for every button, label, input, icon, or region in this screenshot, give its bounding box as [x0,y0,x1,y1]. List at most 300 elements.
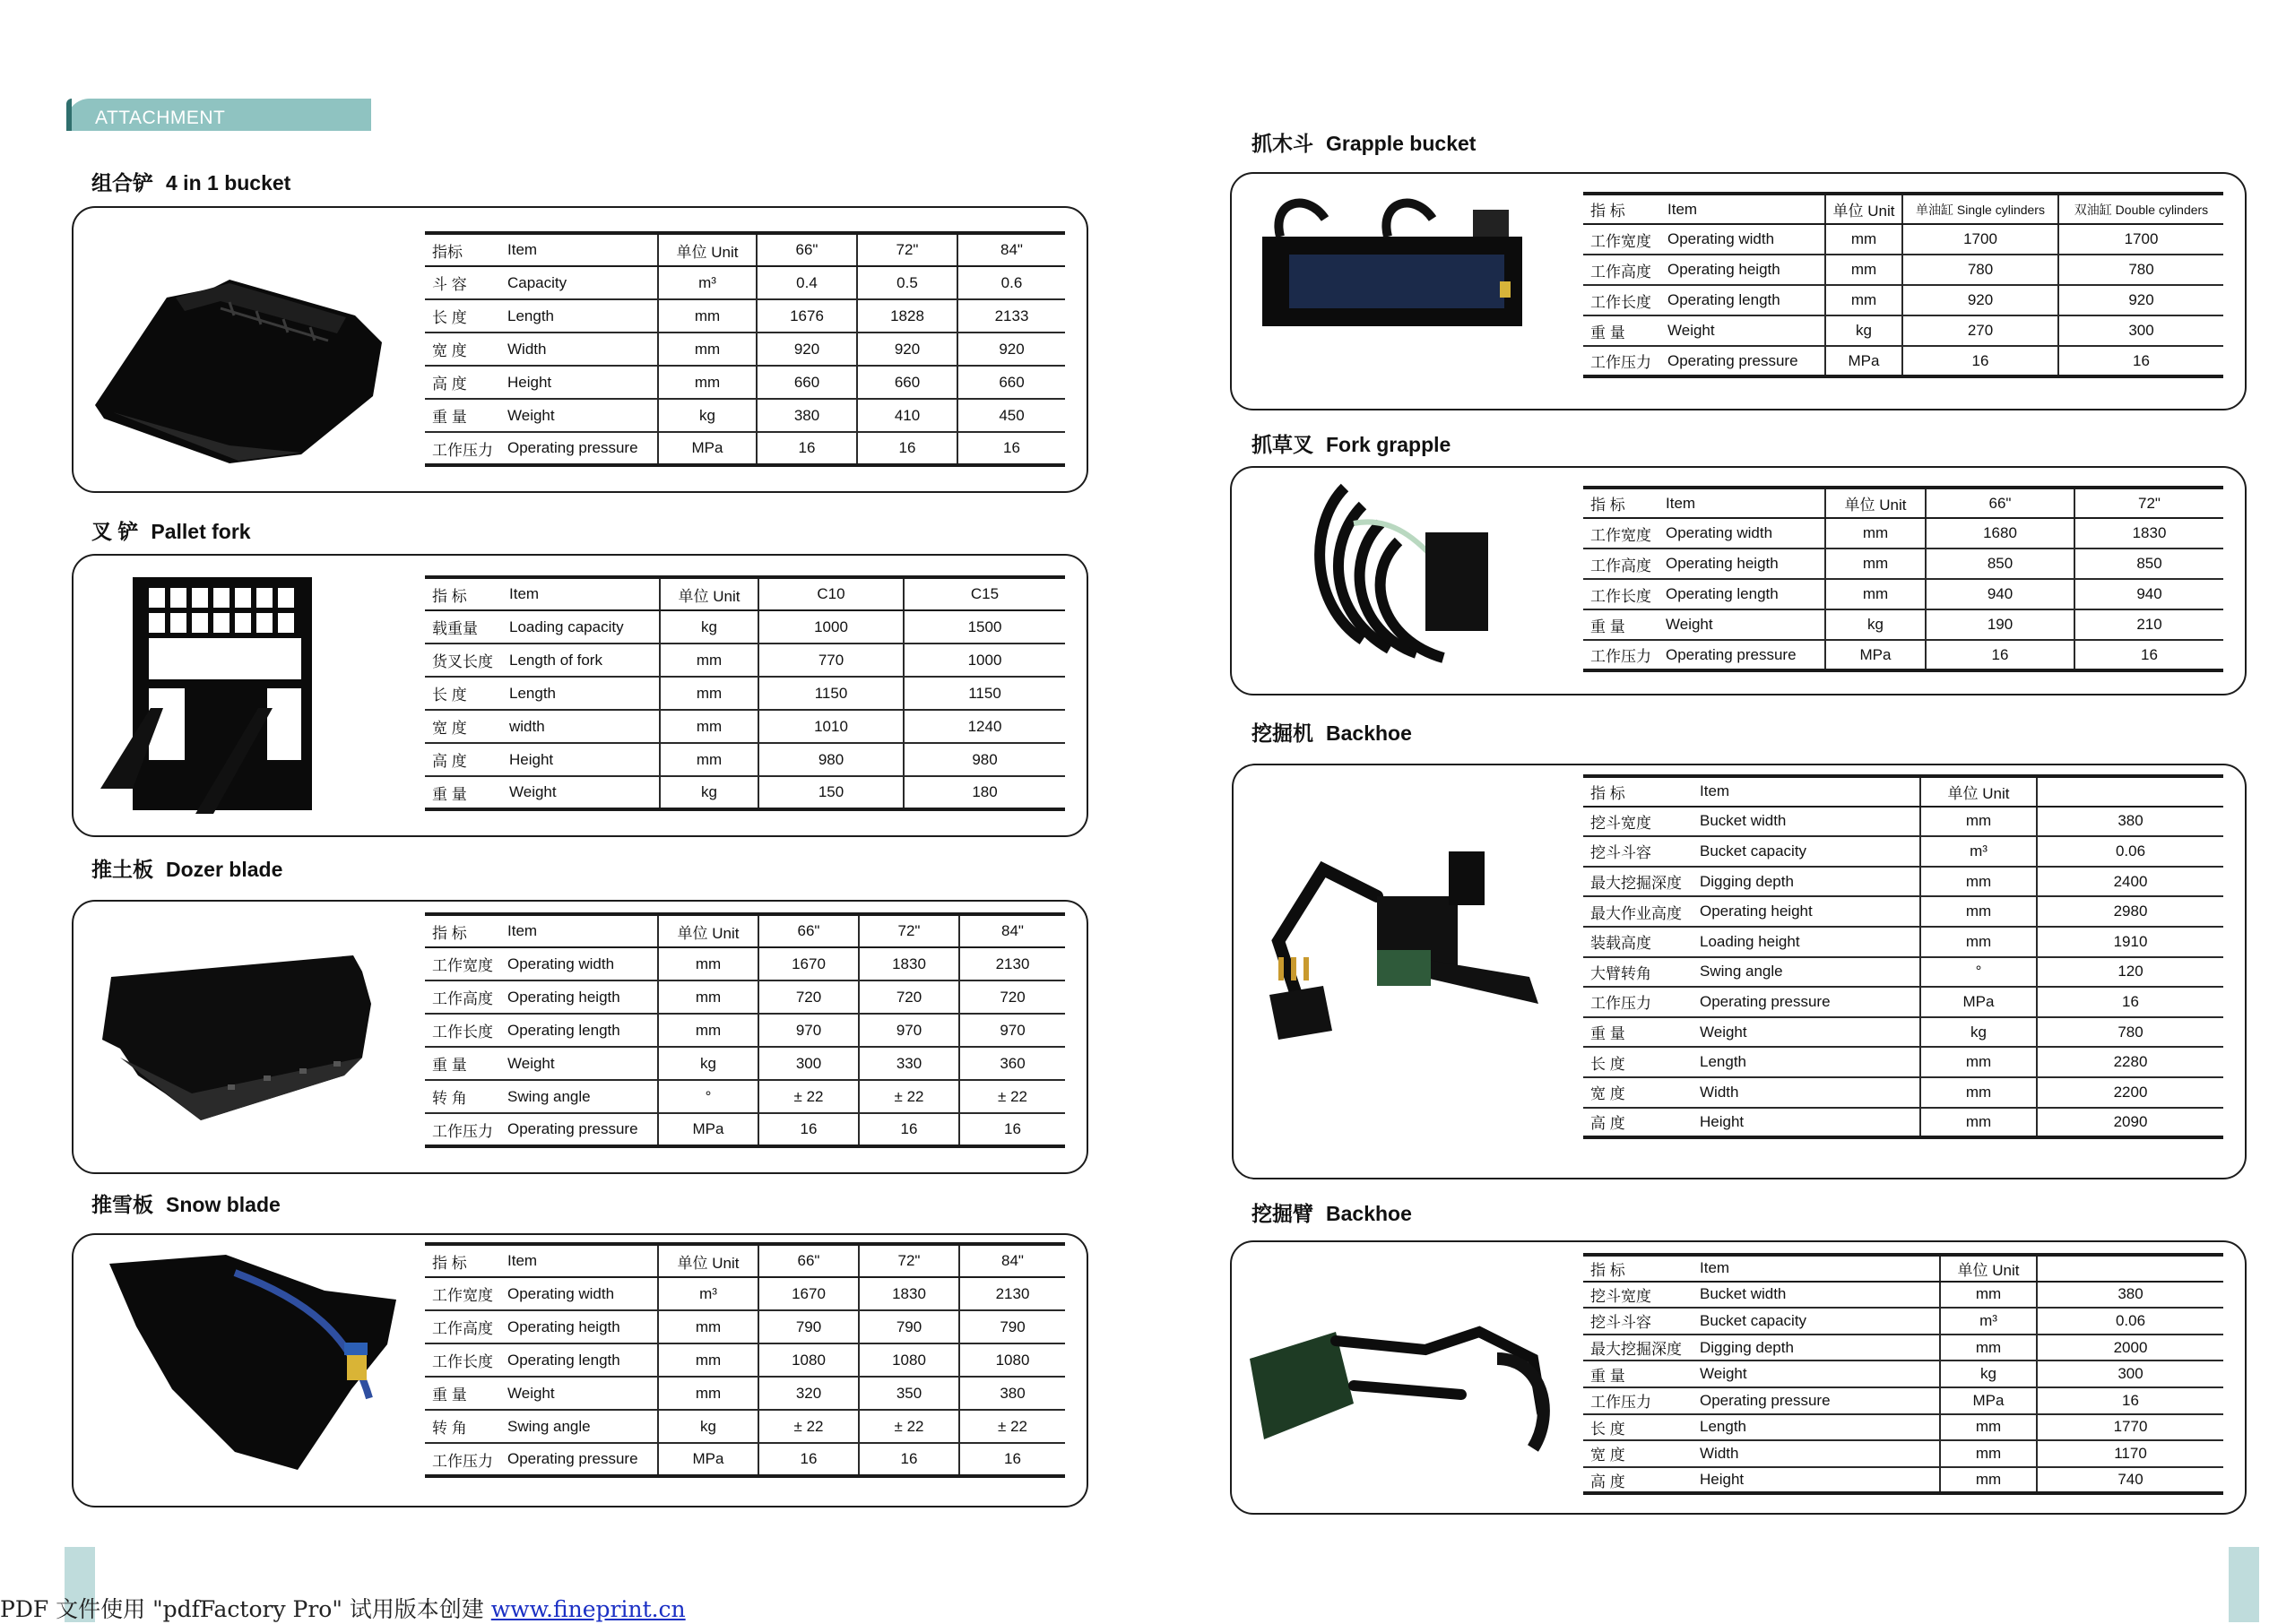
cell-value: 150 [758,776,904,809]
cell-value: 2090 [2037,1108,2223,1138]
dozer-blade-photo [93,950,380,1136]
cell-unit: MPa [1940,1387,2037,1414]
cell-item-en: Height [1696,1108,1920,1138]
cell-value: 2980 [2037,896,2223,927]
cell-item-en: Bucket capacity [1696,1308,1940,1335]
cell-value: 1080 [758,1343,859,1377]
cell-value: 790 [959,1310,1065,1343]
cell-item-en: Operating pressure [1664,346,1825,376]
cell-unit: mm [1825,549,1926,579]
cell-value: 1010 [758,710,904,743]
cell-value: 920 [757,333,857,366]
cell-item-en: Width [1696,1077,1920,1108]
cell-item-en: Item [1696,776,1920,807]
table-row [1583,1440,2223,1467]
table-row [425,980,1065,1014]
table-row [425,432,1065,465]
cell-value: 920 [957,333,1065,366]
cell-item-en: Item [504,233,658,266]
table-row [425,1277,1065,1310]
cell-value: 单油缸 Single cylinders [1902,194,2058,224]
table-row [1583,1308,2223,1335]
footer-link[interactable]: www.fineprint.cn [490,1596,686,1622]
cell-item-cn: 载重量 [425,610,506,644]
cell-value: 980 [904,743,1065,776]
cell-value: C10 [758,577,904,610]
cell-item-cn: 重 量 [425,1047,504,1080]
cell-value: 16 [959,1113,1065,1146]
cell-unit: MPa [1825,346,1902,376]
cell-value: 16 [859,1443,959,1476]
table-header-row [1583,1255,2223,1282]
cell-item-cn: 工作长度 [1583,579,1662,609]
cell-item-cn: 重 量 [1583,1017,1696,1048]
cell-unit: 单位 Unit [1825,194,1902,224]
table-row [1583,807,2223,837]
cell-value: 660 [857,366,957,399]
cell-unit: MPa [1825,640,1926,670]
cell-value: 1150 [758,677,904,710]
cell-value: 380 [2037,807,2223,837]
cell-item-en: Operating heigth [504,1310,658,1343]
cell-item-en: Height [1696,1467,1940,1494]
cell-unit: mm [1940,1414,2037,1441]
snow-blade-table [425,1242,1065,1478]
cell-unit: mm [1825,224,1902,255]
pallet-fork-table [425,575,1065,811]
cell-value: 1500 [904,610,1065,644]
table-row [425,366,1065,399]
cell-item-cn: 高 度 [425,743,506,776]
snow-blade-title: 推雪板 Snow blade [91,1193,281,1216]
cell-item-cn: 挖斗宽度 [1583,1282,1696,1309]
cell-unit: kg [1825,315,1902,346]
cell-value: ± 22 [959,1410,1065,1443]
cell-value: 780 [2058,255,2223,285]
cell-item-en: Capacity [504,266,658,299]
table-row [425,266,1065,299]
table-header-row [1583,488,2223,518]
cell-unit: mm [1825,285,1902,315]
cell-item-en: Length [506,677,660,710]
table-row [425,1113,1065,1146]
cell-value: 84" [959,914,1065,947]
cell-unit: MPa [658,1113,758,1146]
cell-item-en: Weight [506,776,660,809]
cell-item-cn: 高 度 [1583,1467,1696,1494]
table-header-row [425,1244,1065,1277]
cell-item-cn: 工作宽度 [1583,518,1662,549]
cell-value: 970 [758,1014,859,1047]
cell-unit: mm [658,1014,758,1047]
cell-value: 920 [1902,285,2058,315]
table-row [425,710,1065,743]
cell-value: 740 [2037,1467,2223,1494]
dozer-blade-table [425,912,1065,1148]
bucket4in1-table [425,231,1065,467]
cell-unit: kg [660,776,758,809]
cell-unit: MPa [1920,987,2037,1017]
backhoe-arm-photo [1246,1305,1560,1466]
cell-value: 970 [859,1014,959,1047]
cell-value: 16 [2037,1387,2223,1414]
backhoe-title: 挖掘机 Backhoe [1251,721,1412,745]
cell-item-en: Length [1696,1047,1920,1077]
table-header-row [425,914,1065,947]
cell-value: ± 22 [758,1410,859,1443]
cell-value: 780 [2037,1017,2223,1048]
cell-item-cn: 重 量 [1583,609,1662,640]
table-row [425,776,1065,809]
cell-value: 16 [758,1113,859,1146]
cell-value: 920 [857,333,957,366]
table-row [1583,518,2223,549]
cell-value: 940 [1926,579,2074,609]
cell-item-en: Operating width [504,1277,658,1310]
cell-item-en: Item [1696,1255,1940,1282]
cell-unit: mm [660,743,758,776]
cell-unit: 单位 Unit [1940,1255,2037,1282]
cell-value: 190 [1926,609,2074,640]
cell-value: 2133 [957,299,1065,333]
cell-unit: kg [658,399,757,432]
cell-item-en: Operating height [1696,896,1920,927]
cell-item-cn: 长 度 [425,677,506,710]
table-row [1583,957,2223,988]
cell-value: 72" [859,914,959,947]
cell-value: 380 [2037,1282,2223,1309]
cell-value: 380 [757,399,857,432]
cell-unit: 单位 Unit [1825,488,1926,518]
cell-value: 850 [2074,549,2223,579]
cell-unit: m³ [658,1277,758,1310]
cell-item-cn: 宽 度 [425,333,504,366]
table-row [1583,640,2223,670]
cell-unit: mm [1920,896,2037,927]
cell-item-cn: 长 度 [425,299,504,333]
cell-item-cn: 大臂转角 [1583,957,1696,988]
cell-value [2037,776,2223,807]
cell-unit: mm [658,1377,758,1410]
cell-unit: m³ [1940,1308,2037,1335]
table-row [1583,1047,2223,1077]
cell-value: 780 [1902,255,2058,285]
table-header-row [425,577,1065,610]
cell-item-en: Operating pressure [1662,640,1825,670]
cell-value: 66" [757,233,857,266]
table-header-row [1583,194,2223,224]
attachment-tab-label: ATTACHMENT [95,108,226,128]
cell-unit: mm [1825,255,1902,285]
table-row [1583,1361,2223,1387]
cell-item-en: Operating width [1664,224,1825,255]
bucket4in1-photo [86,262,387,470]
cell-value: 360 [959,1047,1065,1080]
cell-item-cn: 工作长度 [1583,285,1664,315]
cell-value: 84" [957,233,1065,266]
table-header-row [1583,776,2223,807]
table-row [1583,285,2223,315]
cell-unit: kg [1920,1017,2037,1048]
cell-value: 980 [758,743,904,776]
cell-unit: mm [1940,1282,2037,1309]
cell-item-cn: 工作高度 [425,980,504,1014]
cell-value: 0.5 [857,266,957,299]
cell-value: 660 [757,366,857,399]
cell-item-en: Item [1664,194,1825,224]
cell-value: ± 22 [758,1080,859,1113]
cell-item-cn: 转 角 [425,1080,504,1113]
cell-unit: mm [658,1343,758,1377]
cell-value: 450 [957,399,1065,432]
fork-grapple-title: 抓草叉 Fork grapple [1251,433,1451,456]
table-row [425,1014,1065,1047]
cell-value: 0.6 [957,266,1065,299]
table-row [1583,1077,2223,1108]
cell-value: 66" [758,1244,859,1277]
cell-unit: mm [1920,867,2037,897]
table-row [425,399,1065,432]
table-row [425,1443,1065,1476]
cell-unit: mm [1940,1335,2037,1361]
table-row [1583,1282,2223,1309]
cell-value: 1700 [2058,224,2223,255]
cell-item-en: Item [506,577,660,610]
dozer-blade-title: 推土板 Dozer blade [91,858,283,881]
cell-unit: MPa [658,432,757,465]
table-row [425,1080,1065,1113]
cell-item-cn: 工作高度 [1583,255,1664,285]
cell-value: 66" [758,914,859,947]
cell-item-en: Weight [1696,1361,1940,1387]
footer-note [0,1592,686,1624]
cell-value: 1830 [859,1277,959,1310]
cell-unit: mm [658,980,758,1014]
cell-unit: mm [660,677,758,710]
cell-unit: mm [1920,807,2037,837]
table-row [1583,927,2223,957]
fork-grapple-photo [1291,470,1503,676]
cell-unit: mm [1940,1467,2037,1494]
cell-item-cn: 工作宽度 [425,1277,504,1310]
cell-value: ± 22 [859,1080,959,1113]
cell-value: 72" [2074,488,2223,518]
cell-unit: kg [660,610,758,644]
cell-value: 720 [959,980,1065,1014]
cell-value: 790 [758,1310,859,1343]
cell-unit: mm [1825,579,1926,609]
cell-item-cn: 宽 度 [1583,1440,1696,1467]
cell-value: 0.06 [2037,1308,2223,1335]
cell-unit: mm [658,1310,758,1343]
cell-value: 120 [2037,957,2223,988]
cell-item-en: Length [1696,1414,1940,1441]
cell-item-en: Operating pressure [1696,987,1920,1017]
cell-item-cn: 指 标 [1583,488,1662,518]
cell-item-cn: 最大作业高度 [1583,896,1696,927]
cell-item-cn: 指标 [425,233,504,266]
table-row [1583,1387,2223,1414]
cell-unit: kg [658,1047,758,1080]
cell-value: 300 [758,1047,859,1080]
cell-unit: ° [1920,957,2037,988]
cell-value: 1000 [904,644,1065,677]
table-row [425,1410,1065,1443]
cell-unit: m³ [658,266,757,299]
cell-unit: 单位 Unit [658,914,758,947]
cell-value: 1080 [859,1343,959,1377]
cell-unit: mm [1920,1077,2037,1108]
cell-value: 16 [757,432,857,465]
table-row [1583,1108,2223,1138]
cell-item-cn: 工作压力 [425,432,504,465]
grapple-bucket-table [1583,192,2223,378]
cell-value: 72" [859,1244,959,1277]
cell-value: 660 [957,366,1065,399]
table-row [1583,1414,2223,1441]
cell-unit: mm [658,366,757,399]
cell-value: 970 [959,1014,1065,1047]
table-row [425,644,1065,677]
cell-item-en: Bucket width [1696,1282,1940,1309]
cell-unit: kg [1940,1361,2037,1387]
cell-value: 1910 [2037,927,2223,957]
cell-item-en: Height [506,743,660,776]
cell-item-cn: 重 量 [1583,315,1664,346]
cell-item-en: Weight [504,399,658,432]
cell-item-en: Operating width [1662,518,1825,549]
table-row [425,1343,1065,1377]
cell-value: 1828 [857,299,957,333]
cell-item-cn: 宽 度 [1583,1077,1696,1108]
cell-value: 2130 [959,1277,1065,1310]
cell-value: 1680 [1926,518,2074,549]
cell-item-cn: 指 标 [425,577,506,610]
cell-unit: 单位 Unit [658,1244,758,1277]
cell-value: 350 [859,1377,959,1410]
cell-value: 1676 [757,299,857,333]
cell-item-cn: 挖斗斗容 [1583,1308,1696,1335]
cell-unit: m³ [1920,836,2037,867]
cell-value: 72" [857,233,957,266]
cell-item-en: Operating width [504,947,658,980]
cell-unit: mm [1920,1047,2037,1077]
table-row [1583,315,2223,346]
cell-value: 2400 [2037,867,2223,897]
fork-grapple-table [1583,486,2223,672]
cell-item-en: Digging depth [1696,867,1920,897]
table-row [1583,987,2223,1017]
backhoe-arm-title: 挖掘臂 Backhoe [1251,1202,1412,1225]
cell-value: 16 [959,1443,1065,1476]
cell-value: 1240 [904,710,1065,743]
cell-item-en: width [506,710,660,743]
cell-item-cn: 工作压力 [425,1443,504,1476]
table-row [425,299,1065,333]
cell-unit: mm [1920,927,2037,957]
cell-item-cn: 重 量 [425,776,506,809]
table-row [1583,255,2223,285]
cell-value: 210 [2074,609,2223,640]
cell-item-cn: 工作高度 [1583,549,1662,579]
cell-item-cn: 高 度 [1583,1108,1696,1138]
cell-item-en: Digging depth [1696,1335,1940,1361]
cell-value: 16 [2074,640,2223,670]
cell-item-cn: 重 量 [425,399,504,432]
cell-item-cn: 工作宽度 [425,947,504,980]
cell-item-en: Operating pressure [504,1443,658,1476]
cell-value: 180 [904,776,1065,809]
cell-unit: mm [1825,518,1926,549]
cell-item-cn: 工作宽度 [1583,224,1664,255]
cell-item-en: Weight [1696,1017,1920,1048]
grapple-bucket-photo [1253,183,1531,362]
table-row [425,1047,1065,1080]
cell-item-cn: 最大挖掘深度 [1583,867,1696,897]
cell-unit: mm [1920,1108,2037,1138]
cell-item-cn: 高 度 [425,366,504,399]
cell-item-cn: 挖斗宽度 [1583,807,1696,837]
cell-value: 940 [2074,579,2223,609]
backhoe-table [1583,774,2223,1139]
cell-item-en: Swing angle [504,1410,658,1443]
cell-value: 720 [859,980,959,1014]
cell-value [2037,1255,2223,1282]
cell-item-cn: 装载高度 [1583,927,1696,957]
cell-item-cn: 最大挖掘深度 [1583,1335,1696,1361]
cell-value: 720 [758,980,859,1014]
cell-item-en: Item [504,1244,658,1277]
cell-unit: MPa [658,1443,758,1476]
cell-value: 330 [859,1047,959,1080]
cell-item-cn: 工作长度 [425,1014,504,1047]
cell-value: 410 [857,399,957,432]
cell-item-en: Loading height [1696,927,1920,957]
cell-item-en: Weight [1662,609,1825,640]
backhoe-photo [1243,842,1547,1049]
cell-value: 1830 [859,947,959,980]
cell-unit: mm [1940,1440,2037,1467]
cell-item-en: Bucket width [1696,807,1920,837]
table-header-row [425,233,1065,266]
cell-item-en: Length [504,299,658,333]
table-row [1583,1335,2223,1361]
backhoe-arm-table [1583,1253,2223,1495]
cell-value: 1670 [758,947,859,980]
cell-item-en: Height [504,366,658,399]
cell-value: 1700 [1902,224,2058,255]
snow-blade-photo [100,1246,402,1479]
cell-item-en: Weight [1664,315,1825,346]
cell-item-cn: 斗 容 [425,266,504,299]
cell-value: ± 22 [859,1410,959,1443]
cell-value: 300 [2058,315,2223,346]
cell-unit: 单位 Unit [658,233,757,266]
cell-item-cn: 工作压力 [1583,1387,1696,1414]
attachment-tab [66,99,371,131]
table-row [1583,836,2223,867]
table-row [425,1310,1065,1343]
cell-value: 16 [957,432,1065,465]
cell-unit: mm [660,644,758,677]
cell-value: 16 [859,1113,959,1146]
cell-unit: 单位 Unit [1920,776,2037,807]
table-row [1583,867,2223,897]
cell-item-en: Weight [504,1047,658,1080]
cell-unit: 单位 Unit [660,577,758,610]
cell-item-cn: 指 标 [425,914,504,947]
cell-item-cn: 指 标 [1583,1255,1696,1282]
